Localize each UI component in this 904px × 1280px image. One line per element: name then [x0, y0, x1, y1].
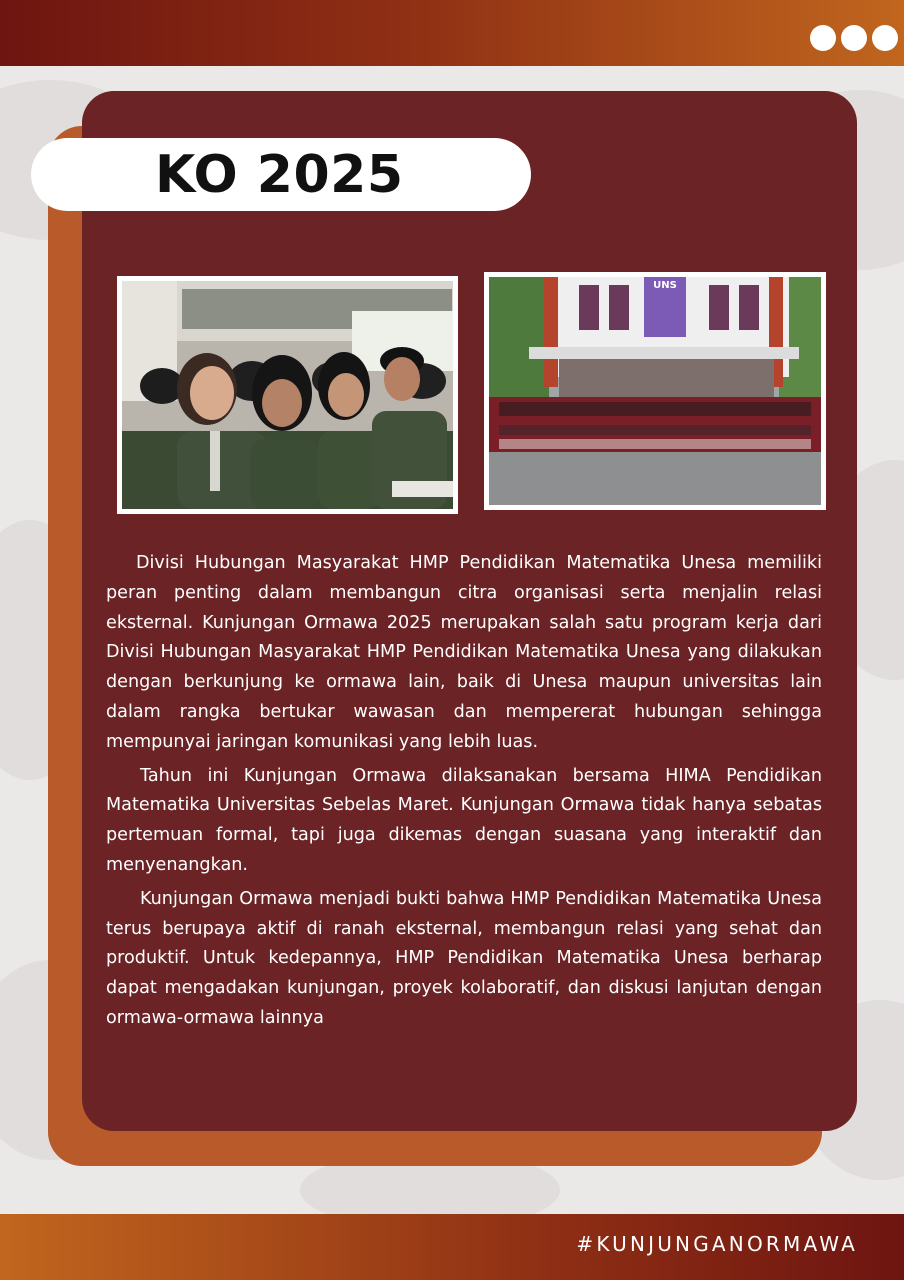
- top-banner: [0, 0, 904, 66]
- page-title: KO 2025: [155, 145, 404, 205]
- window-dots: [810, 25, 898, 51]
- uns-building-group-photo: [489, 277, 821, 505]
- paragraph-visit: Tahun ini Kunjungan Ormawa dilaksanakan bersama HIMA Pendidikan Matematika Universitas Sebelas Maret. Kunjungan Ormawa tidak hanya sebatas pertemuan formal, tapi juga dikemas dengan suasana yang interaktif dan menyenangkan.: [106, 765, 822, 875]
- dot-icon: [841, 25, 867, 51]
- title-pill: [31, 138, 531, 211]
- article-body: [106, 549, 822, 1038]
- students-illustration: [122, 281, 453, 509]
- uns-sign: UNS: [653, 280, 677, 291]
- dot-icon: [810, 25, 836, 51]
- hashtag-label: #KUNJUNGANORMAWA: [576, 1232, 858, 1256]
- photo-uns-building: [484, 272, 826, 510]
- photo-students: [117, 276, 458, 514]
- dot-icon: [872, 25, 898, 51]
- paragraph-intro: Divisi Hubungan Masyarakat HMP Pendidikan Matematika Unesa memiliki peran penting dalam membangun citra organisasi serta menjalin relasi eksternal. Kunjungan Ormawa 2025 merupakan salah satu program kerja dari Divisi Hubungan Masyarakat HMP Pendidikan Matematika Unesa yang dilakukan dengan berkunjung ke ormawa lain, baik di Unesa maupun universitas lain dalam rangka bertukar wawasan dan mempererat hubungan sehingga mempunyai jaringan komunikasi yang lebih luas.: [106, 553, 822, 752]
- group-students-photo: [122, 281, 453, 509]
- bottom-banner: [0, 1214, 904, 1280]
- building-illustration: [489, 277, 821, 505]
- paragraph-closing: Kunjungan Ormawa menjadi bukti bahwa HMP Pendidikan Matematika Unesa terus berupaya aktif di ranah eksternal, membangun relasi yang sehat dan produktif. Untuk kedepannya, HMP Pendidikan Matematika Unesa berharap dapat mengadakan kunjungan, proyek kolaboratif, dan diskusi lanjutan dengan ormawa-ormawa lainnya: [106, 888, 822, 1028]
